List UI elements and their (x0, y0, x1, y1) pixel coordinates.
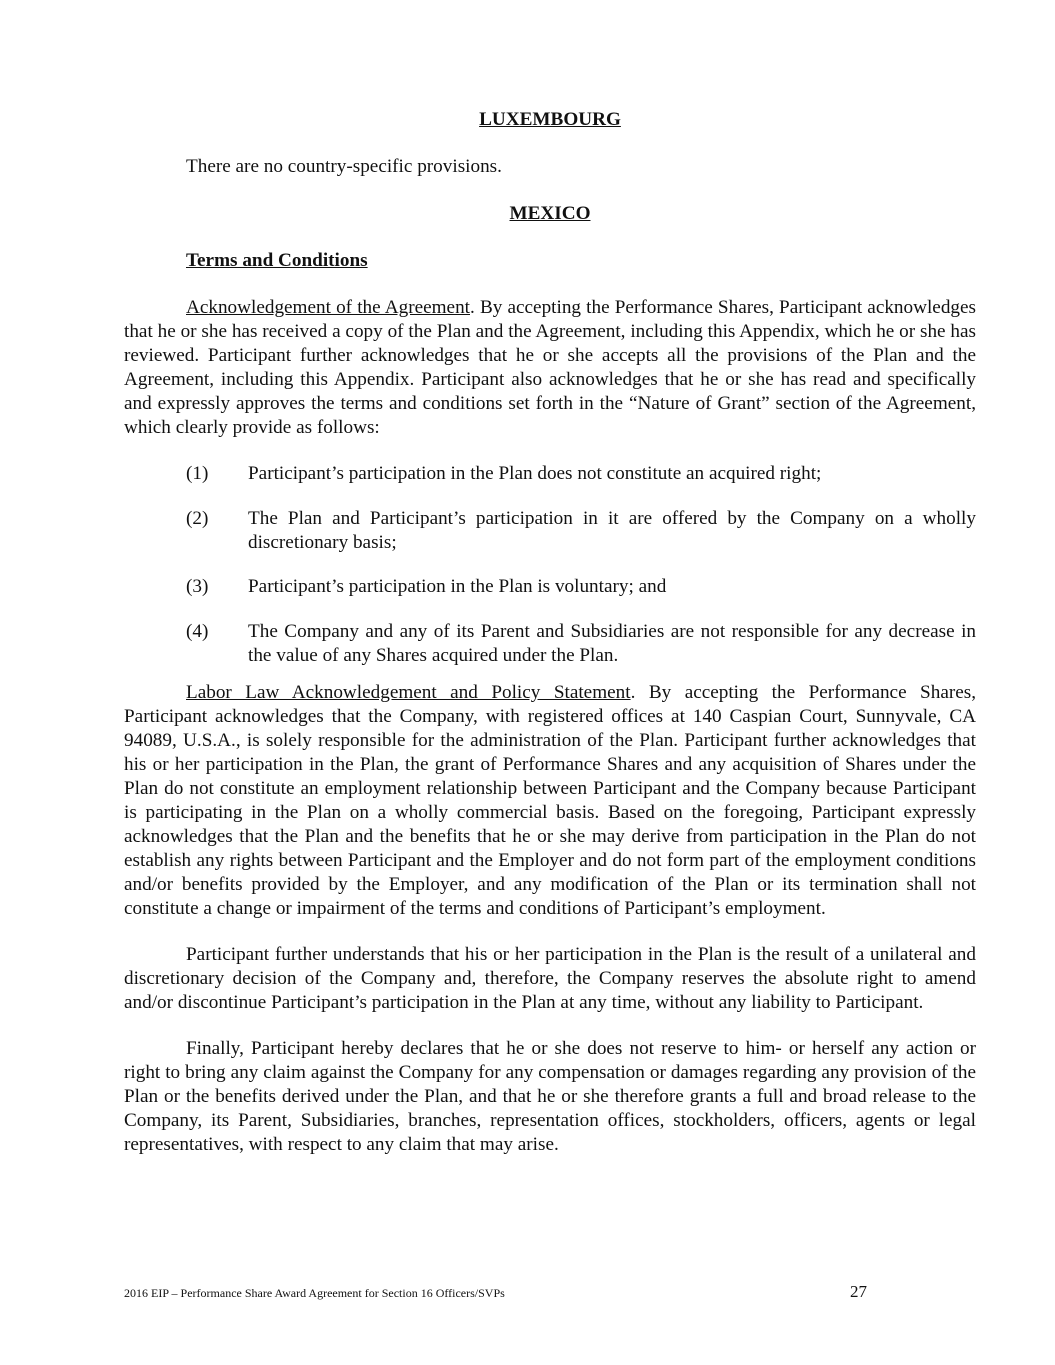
list-item-text: Participant’s participation in the Plan is voluntary; and (248, 576, 667, 597)
document-page (124, 108, 976, 1157)
list-item-number: (3) (186, 576, 209, 597)
provisions-list (124, 462, 976, 668)
list-item (124, 507, 976, 555)
list-item (124, 462, 976, 486)
luxembourg-text: There are no country-specific provisions. (186, 156, 502, 177)
acknowledgement-text: . By accepting the Performance Shares, Participant acknowledges that he or she has received a copy of the Plan and the Agreement, including this Appendix, which he or she has reviewed. Participant further acknowledges that he or she accepts all the provisions of the Plan and the Agreement, including this Appendix. Participant also acknowledges that he or she has read and specifically and expressly approves the terms and conditions set forth in the “Nature of Grant” section of the Agreement, which clearly provide as follows: (124, 297, 976, 438)
labor-law-label: Labor Law Acknowledgement and Policy Statement (186, 682, 631, 703)
footer-document-title: 2016 EIP – Performance Share Award Agreement for Section 16 Officers/SVPs (124, 1286, 505, 1300)
acknowledgement-label: Acknowledgement of the Agreement (186, 297, 470, 318)
paragraph-acknowledgement (124, 296, 976, 440)
footer-page-number: 27 (850, 1282, 867, 1301)
paragraph-labor-law (124, 681, 976, 921)
heading-mexico: MEXICO (509, 203, 591, 224)
labor-law-text: . By accepting the Performance Shares, Participant acknowledges that the Company, with registered offices at 140 Caspian Court, Sunnyvale, CA 94089, U.S.A., is solely responsible for the administration of the Plan. Participant further acknowledges that his or her participation in the Plan, the grant of Performance Shares and any acquisition of Shares under the Plan do not constitute an employment relationship between Participant and the Company because Participant is participating in the Plan on a wholly commercial basis. Based on the foregoing, Participant expressly acknowledges that the Plan and the benefits that he or she may derive from participation in the Plan do not establish any rights between Participant and the Employer and do not form part of the employment conditions and/or benefits provided by the Employer, and any modification of the Plan or its termination shall not constitute a change or impairment of the terms and conditions of Participant’s employment. (124, 682, 977, 919)
list-item-text: Participant’s participation in the Plan does not constitute an acquired right; (248, 463, 822, 484)
list-item (124, 620, 976, 668)
list-item-number: (2) (186, 508, 209, 529)
paragraph-finally: Finally, Participant hereby declares that he or she does not reserve to him- or herself any action or right to bring any claim against the Company for any compensation or damages regarding any provision of the Plan or the benefits derived under the Plan, and that he or she therefore grants a full and broad release to the Company, its Parent, Subsidiaries, branches, representation offices, stockholders, officers, agents or legal representatives, with respect to any claim that may arise. (124, 1038, 976, 1155)
list-item-number: (4) (186, 621, 209, 642)
paragraph-further-understands: Participant further understands that his or her participation in the Plan is the result of a unilateral and discretionary decision of the Company and, therefore, the Company reserves the absolute right to amend and/or discontinue Participant’s participation in the Plan at any time, without any liability to Participant. (124, 944, 976, 1013)
list-item-number: (1) (186, 463, 209, 484)
heading-terms-and-conditions: Terms and Conditions (186, 250, 368, 271)
list-item-text: The Company and any of its Parent and Subsidiaries are not responsible for any decrease in the value of any Shares acquired under the Plan. (248, 621, 976, 666)
heading-luxembourg: LUXEMBOURG (479, 109, 621, 130)
list-item (124, 575, 976, 599)
list-item-text: The Plan and Participant’s participation in it are offered by the Company on a wholly discretionary basis; (248, 508, 976, 553)
